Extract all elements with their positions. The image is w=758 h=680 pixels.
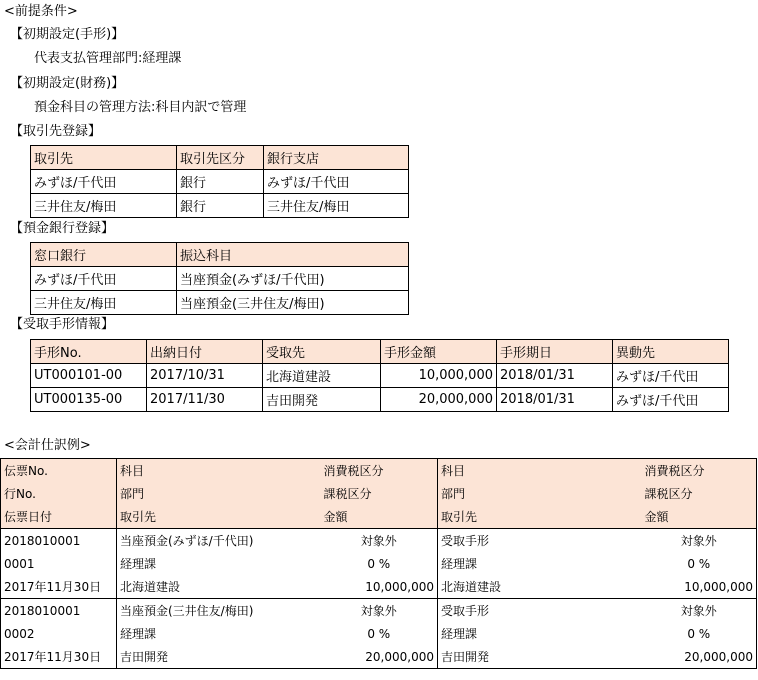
bills-cell: 北海道建設	[263, 364, 381, 388]
bills-heading: 【受取手形情報】	[10, 317, 115, 332]
bills-header-cell: 手形期日	[497, 340, 613, 364]
initial-finance-heading: 【初期設定(財務)】	[10, 76, 125, 91]
journal-cell: 経理課	[120, 627, 157, 641]
initial-bill-line: 代表支払管理部門:経理課	[34, 51, 182, 66]
partner-heading: 【取引先登録】	[10, 124, 102, 139]
journal-heading: <会計仕訳例>	[4, 438, 91, 453]
journal-cell: 北海道建設	[438, 575, 642, 599]
journal-entry-row	[1, 599, 757, 623]
partner-table	[30, 145, 409, 218]
partner-cell: 銀行	[177, 170, 264, 194]
table-row	[31, 388, 729, 412]
journal-header-cell: 取引先	[438, 505, 642, 529]
journal-cell: 経理課	[441, 557, 478, 571]
initial-finance-line: 預金科目の管理方法:科目内訳で管理	[34, 100, 247, 115]
bills-cell: UT000135-00	[31, 388, 147, 412]
bank-header-cell: 振込科目	[177, 243, 409, 267]
bills-header-cell: 手形金額	[381, 340, 497, 364]
journal-header-cell: 部門	[438, 482, 642, 505]
bills-header-cell: 異動先	[613, 340, 729, 364]
journal-cell: 対象外	[321, 529, 438, 553]
journal-cell: 対象外	[321, 599, 438, 623]
journal-header-cell: 伝票No.	[1, 459, 117, 483]
partner-header-cell: 取引先	[31, 146, 177, 170]
bank-header-cell: 窓口銀行	[31, 243, 177, 267]
journal-cell: 対象外	[642, 529, 757, 553]
journal-cell: 経理課	[441, 627, 478, 641]
partner-header-row	[31, 146, 409, 170]
journal-cell: 2018010001	[1, 529, 117, 553]
bills-cell: 2017/10/31	[147, 364, 263, 388]
journal-cell: 0 %	[321, 552, 438, 575]
journal-cell: 受取手形	[438, 599, 642, 623]
bills-cell: 2018/01/31	[497, 364, 613, 388]
bills-amount-cell: 10,000,000	[381, 364, 497, 388]
bills-header-row	[31, 340, 729, 364]
partner-cell: 三井住友/梅田	[31, 194, 177, 218]
partner-cell: 銀行	[177, 194, 264, 218]
journal-header-cell: 消費税区分	[321, 459, 438, 483]
journal-table	[0, 458, 757, 669]
bills-header-cell: 受取先	[263, 340, 381, 364]
journal-header-cell: 部門	[117, 482, 321, 505]
journal-header-cell: 取引先	[117, 505, 321, 529]
bank-cell: 当座預金(みずほ/千代田)	[177, 267, 409, 291]
table-row	[31, 364, 729, 388]
journal-entry-row	[1, 575, 757, 599]
bank-header-row	[31, 243, 409, 267]
bills-header-cell: 出納日付	[147, 340, 263, 364]
journal-cell: 2017年11月30日	[1, 575, 117, 599]
partner-cell: みずほ/千代田	[31, 170, 177, 194]
journal-header-cell: 金額	[642, 505, 757, 529]
bills-cell: UT000101-00	[31, 364, 147, 388]
journal-cell: 吉田開発	[117, 645, 321, 669]
journal-header-cell: 科目	[438, 459, 642, 483]
journal-cell: 0002	[1, 622, 117, 645]
journal-header-cell: 科目	[117, 459, 321, 483]
journal-header-cell: 課税区分	[321, 482, 438, 505]
bills-table	[30, 339, 729, 412]
journal-cell: 受取手形	[438, 529, 642, 553]
bank-table	[30, 242, 409, 315]
journal-amount-cell: 10,000,000	[642, 575, 757, 599]
journal-header-cell: 課税区分	[642, 482, 757, 505]
table-row	[31, 267, 409, 291]
partner-cell: 三井住友/梅田	[264, 194, 409, 218]
journal-header-row	[1, 505, 757, 529]
journal-header-cell: 伝票日付	[1, 505, 117, 529]
journal-amount-cell: 20,000,000	[642, 645, 757, 669]
table-row	[31, 170, 409, 194]
journal-header-cell: 金額	[321, 505, 438, 529]
journal-header-row	[1, 482, 757, 505]
journal-cell: 0 %	[642, 552, 757, 575]
journal-cell: 北海道建設	[117, 575, 321, 599]
journal-cell: 対象外	[642, 599, 757, 623]
journal-cell: 2018010001	[1, 599, 117, 623]
journal-header-row	[1, 459, 757, 483]
bank-cell: 当座預金(三井住友/梅田)	[177, 291, 409, 315]
journal-cell: 0001	[1, 552, 117, 575]
bills-cell: みずほ/千代田	[613, 364, 729, 388]
bank-cell: みずほ/千代田	[31, 267, 177, 291]
bills-cell: 2017/11/30	[147, 388, 263, 412]
journal-cell: 経理課	[120, 557, 157, 571]
journal-cell: 0 %	[321, 622, 438, 645]
journal-cell: 吉田開発	[438, 645, 642, 669]
bills-cell: 2018/01/31	[497, 388, 613, 412]
journal-entry-row	[1, 529, 757, 553]
bank-heading: 【預金銀行登録】	[10, 221, 115, 236]
bills-cell: 吉田開発	[263, 388, 381, 412]
journal-cell: 0 %	[642, 622, 757, 645]
bank-cell: 三井住友/梅田	[31, 291, 177, 315]
journal-cell: 当座預金(三井住友/梅田)	[117, 599, 321, 623]
bills-cell: みずほ/千代田	[613, 388, 729, 412]
table-row	[31, 194, 409, 218]
journal-entry-row	[1, 552, 757, 575]
bills-header-cell: 手形No.	[31, 340, 147, 364]
journal-entry-row	[1, 645, 757, 669]
partner-cell: みずほ/千代田	[264, 170, 409, 194]
table-row	[31, 291, 409, 315]
journal-cell: 当座預金(みずほ/千代田)	[117, 529, 321, 553]
partner-header-cell: 取引先区分	[177, 146, 264, 170]
partner-header-cell: 銀行支店	[264, 146, 409, 170]
journal-header-cell: 行No.	[1, 482, 117, 505]
journal-amount-cell: 20,000,000	[321, 645, 438, 669]
journal-cell: 2017年11月30日	[1, 645, 117, 669]
initial-bill-heading: 【初期設定(手形)】	[10, 27, 125, 42]
journal-amount-cell: 10,000,000	[321, 575, 438, 599]
premise-heading: <前提条件>	[4, 4, 78, 19]
bills-amount-cell: 20,000,000	[381, 388, 497, 412]
journal-header-cell: 消費税区分	[642, 459, 757, 483]
journal-entry-row	[1, 622, 757, 645]
